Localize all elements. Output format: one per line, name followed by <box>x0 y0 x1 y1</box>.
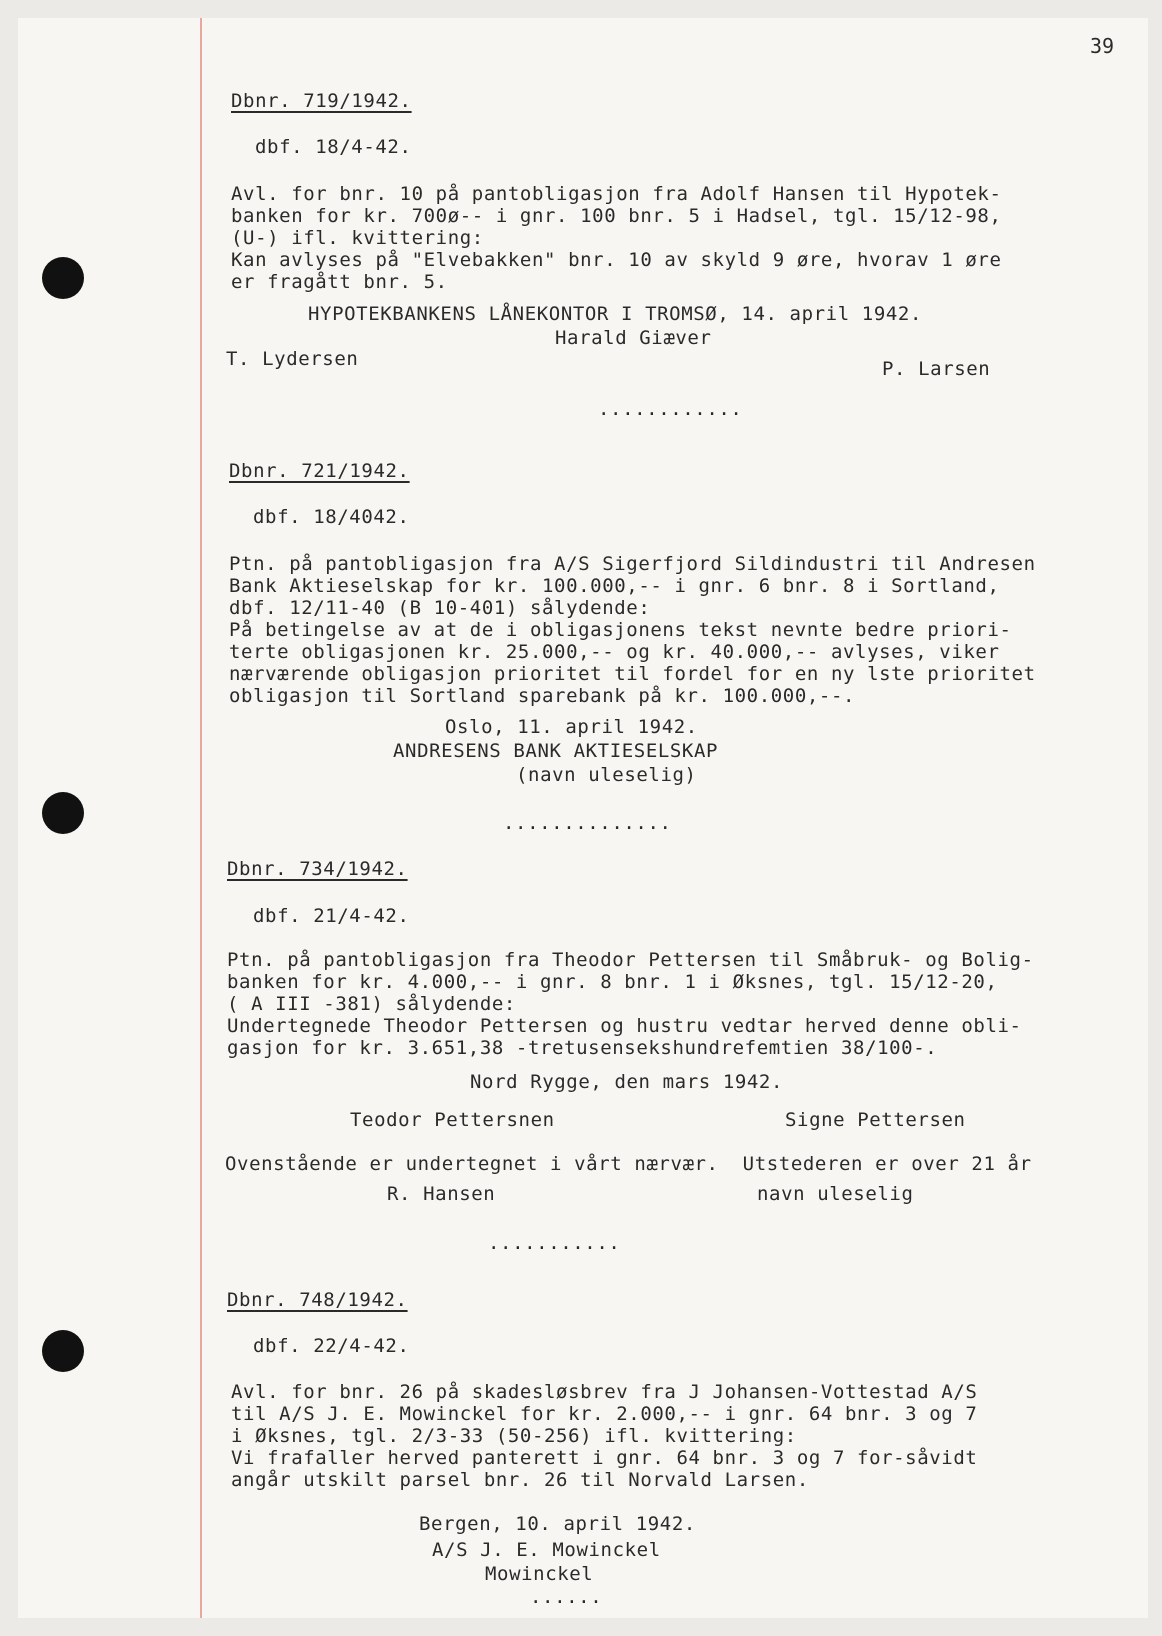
entry-text-line: angår utskilt parsel bnr. 26 til Norvald Larsen. <box>231 1469 809 1491</box>
separator-dots: ........... <box>488 1232 621 1254</box>
entry-heading: Dbnr. 721/1942. <box>229 460 410 482</box>
signature-name: Signe Pettersen <box>785 1109 966 1131</box>
entry-date: dbf. 21/4-42. <box>253 905 410 927</box>
entry-text-line: nærværende obligasjon prioritet til fordel for en ny lste prioritet <box>229 663 1036 685</box>
entry-text-line: Bank Aktieselskap for kr. 100.000,-- i gnr. 6 bnr. 8 i Sortland, <box>229 575 1000 597</box>
entry-text-line: obligasjon til Sortland sparebank på kr. 100.000,--. <box>229 685 856 707</box>
signature-name: Mowinckel <box>485 1563 594 1585</box>
signature-name: R. Hansen <box>387 1183 496 1205</box>
signature-name: T. Lydersen <box>226 348 359 370</box>
entry-text-line: dbf. 12/11-40 (B 10-401) sålydende: <box>229 597 651 619</box>
entry-date: dbf. 22/4-42. <box>253 1335 410 1357</box>
witness-statement: Ovenstående er undertegnet i vårt nærvær. Utstederen er over 21 år <box>225 1153 1032 1175</box>
entry-text-line: til A/S J. E. Mowinckel for kr. 2.000,-- i gnr. 64 bnr. 3 og 7 <box>231 1403 978 1425</box>
signature-name: (navn uleselig) <box>516 764 697 786</box>
punch-hole-top <box>42 257 84 299</box>
entry-text-line: Ptn. på pantobligasjon fra A/S Sigerfjord Sildindustri til Andresen <box>229 553 1036 575</box>
entry-heading: Dbnr. 719/1942. <box>231 90 412 112</box>
signature-line: A/S J. E. Mowinckel <box>432 1539 661 1561</box>
separator-dots: ............ <box>598 398 743 420</box>
signature-line: ANDRESENS BANK AKTIESELSKAP <box>393 740 719 762</box>
entry-text-line: Vi frafaller herved panterett i gnr. 64 bnr. 3 og 7 for-såvidt <box>231 1447 978 1469</box>
punch-hole-middle <box>42 792 84 834</box>
entry-text-line: Undertegnede Theodor Pettersen og hustru vedtar herved denne obli- <box>227 1015 1022 1037</box>
page-number: 39 <box>1090 34 1115 58</box>
entry-text-line: banken for kr. 700ø-- i gnr. 100 bnr. 5 i Hadsel, tgl. 15/12-98, <box>231 205 1002 227</box>
entry-text-line: terte obligasjonen kr. 25.000,-- og kr. 40.000,-- avlyses, viker <box>229 641 1000 663</box>
signature-name: Teodor Pettersnen <box>350 1109 555 1131</box>
signature-name: navn uleselig <box>757 1183 914 1205</box>
entry-text-line: Avl. for bnr. 10 på pantobligasjon fra Adolf Hansen til Hypotek- <box>231 183 1002 205</box>
entry-text-line: ( A III -381) sålydende: <box>227 993 516 1015</box>
signature-line: HYPOTEKBANKENS LÅNEKONTOR I TROMSØ, 14. april 1942. <box>308 303 922 325</box>
margin-line <box>200 18 202 1618</box>
punch-hole-bottom <box>42 1330 84 1372</box>
entry-text-line: i Øksnes, tgl. 2/3-33 (50-256) ifl. kvittering: <box>231 1425 797 1447</box>
signature-name: Harald Giæver <box>555 327 712 349</box>
entry-text-line: banken for kr. 4.000,-- i gnr. 8 bnr. 1 i Øksnes, tgl. 15/12-20, <box>227 971 998 993</box>
separator-dots: .............. <box>503 812 672 834</box>
entry-heading: Dbnr. 734/1942. <box>227 858 408 880</box>
entry-text-line: Avl. for bnr. 26 på skadesløsbrev fra J Johansen-Vottestad A/S <box>231 1381 978 1403</box>
entry-text-line: På betingelse av at de i obligasjonens tekst nevnte bedre priori- <box>229 619 1012 641</box>
signature-line: Bergen, 10. april 1942. <box>419 1513 696 1535</box>
entry-date: dbf. 18/4-42. <box>255 136 412 158</box>
entry-text-line: (U-) ifl. kvittering: <box>231 227 484 249</box>
entry-date: dbf. 18/4042. <box>253 506 410 528</box>
signature-name: P. Larsen <box>882 358 991 380</box>
entry-text-line: gasjon for kr. 3.651,38 -tretusensekshundrefemtien 38/100-. <box>227 1037 938 1059</box>
signature-line: Oslo, 11. april 1942. <box>445 716 698 738</box>
signature-line: Nord Rygge, den mars 1942. <box>470 1071 784 1093</box>
entry-text-line: er fragått bnr. 5. <box>231 271 448 293</box>
entry-text-line: Kan avlyses på "Elvebakken" bnr. 10 av skyld 9 øre, hvorav 1 øre <box>231 249 1002 271</box>
separator-dots: ...... <box>530 1586 603 1608</box>
entry-text-line: Ptn. på pantobligasjon fra Theodor Pettersen til Småbruk- og Bolig- <box>227 949 1034 971</box>
entry-heading: Dbnr. 748/1942. <box>227 1289 408 1311</box>
